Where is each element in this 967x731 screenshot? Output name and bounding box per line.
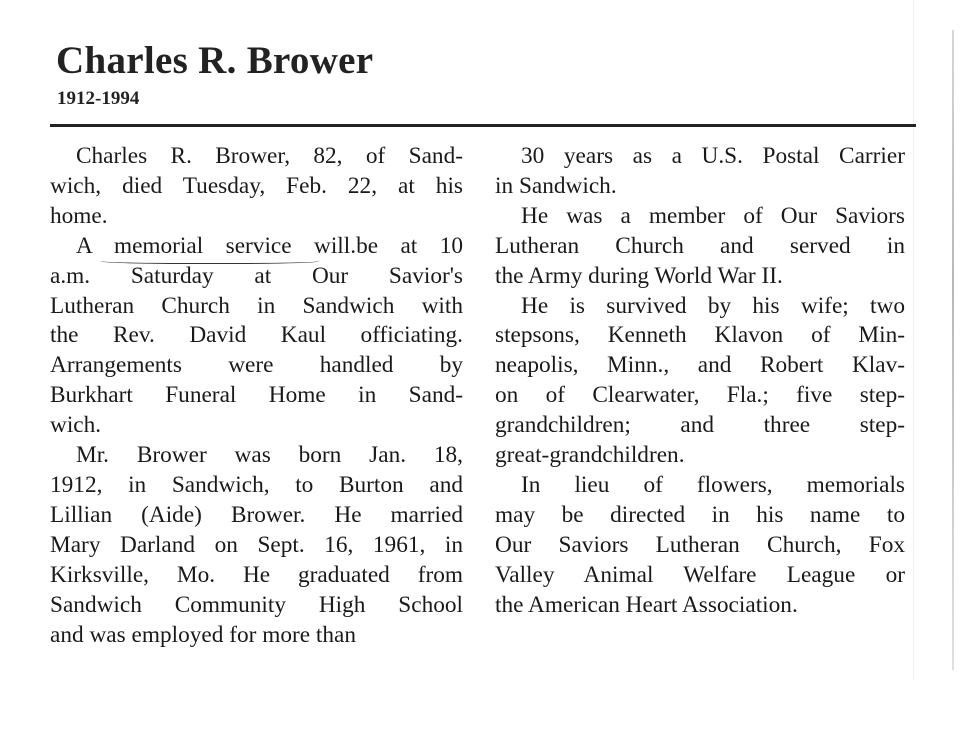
page-edge-shadow [952,30,954,670]
handwritten-underline [100,257,320,264]
paragraph [50,142,463,232]
text-line: the American Heart Association. [495,591,798,618]
text-line: Mary Darland on Sept. 16, 1961, in [50,531,463,558]
text-line: Arrangements were handled by [50,352,463,379]
text-line: 30 years as a U.S. Postal Carrier [521,143,905,169]
text-line: Kirksville, Mo. He graduated from [50,561,463,588]
text-line: Our Saviors Lutheran Church, Fox [495,531,905,558]
text-line: Mr. Brower was born Jan. 18, [76,442,463,469]
text-line: Sandwich Community High School [50,591,463,618]
text-line: Valley Animal Welfare League or [495,561,905,588]
obituary-name-heading: Charles R. Brower [56,39,374,82]
text-line: on of Clearwater, Fla.; five step- [495,382,905,409]
text-line: Lillian (Aide) Brower. He married [50,501,463,528]
text-line: grandchildren; and three step- [495,412,905,439]
text-line: wich. [50,412,102,439]
text-line: Lutheran Church and served in [495,232,905,259]
text-line: He was a member of Our Saviors [521,202,905,229]
text-line: in Sandwich. [495,172,617,199]
text-line: and was employed for more than [50,621,356,648]
paragraph [495,471,905,621]
text-line: Charles R. Brower, 82, of Sand- [76,143,463,169]
text-line: A memorial service will.be at 10 [76,232,463,259]
text-line: In lieu of flowers, memorials [521,471,905,498]
paragraph [495,142,905,202]
text-line: stepsons, Kenneth Klavon of Min- [495,322,905,349]
heading-rule [50,124,916,127]
text-line: great-grandchildren. [495,442,685,469]
paragraph [50,441,463,650]
text-line: Burkhart Funeral Home in Sand- [50,382,463,409]
paragraph [495,292,905,471]
text-line: the Rev. David Kaul officiating. [50,322,463,349]
text-line: neapolis, Minn., and Robert Klav- [495,352,905,379]
left-column [50,142,463,650]
text-line: He is survived by his wife; two [521,292,905,319]
column-fold-line [913,0,914,680]
text-line: 1912, in Sandwich, to Burton and [50,471,463,498]
text-line: the Army during World War II. [495,262,783,289]
text-line: wich, died Tuesday, Feb. 22, at his [50,172,463,199]
text-line: a.m. Saturday at Our Savior's [50,262,463,289]
text-line: home. [50,202,108,229]
text-line: may be directed in his name to [495,501,905,528]
text-line: Lutheran Church in Sandwich with [50,292,463,319]
paragraph [495,202,905,292]
right-column [495,142,905,621]
obituary-dates: 1912-1994 [57,88,140,109]
